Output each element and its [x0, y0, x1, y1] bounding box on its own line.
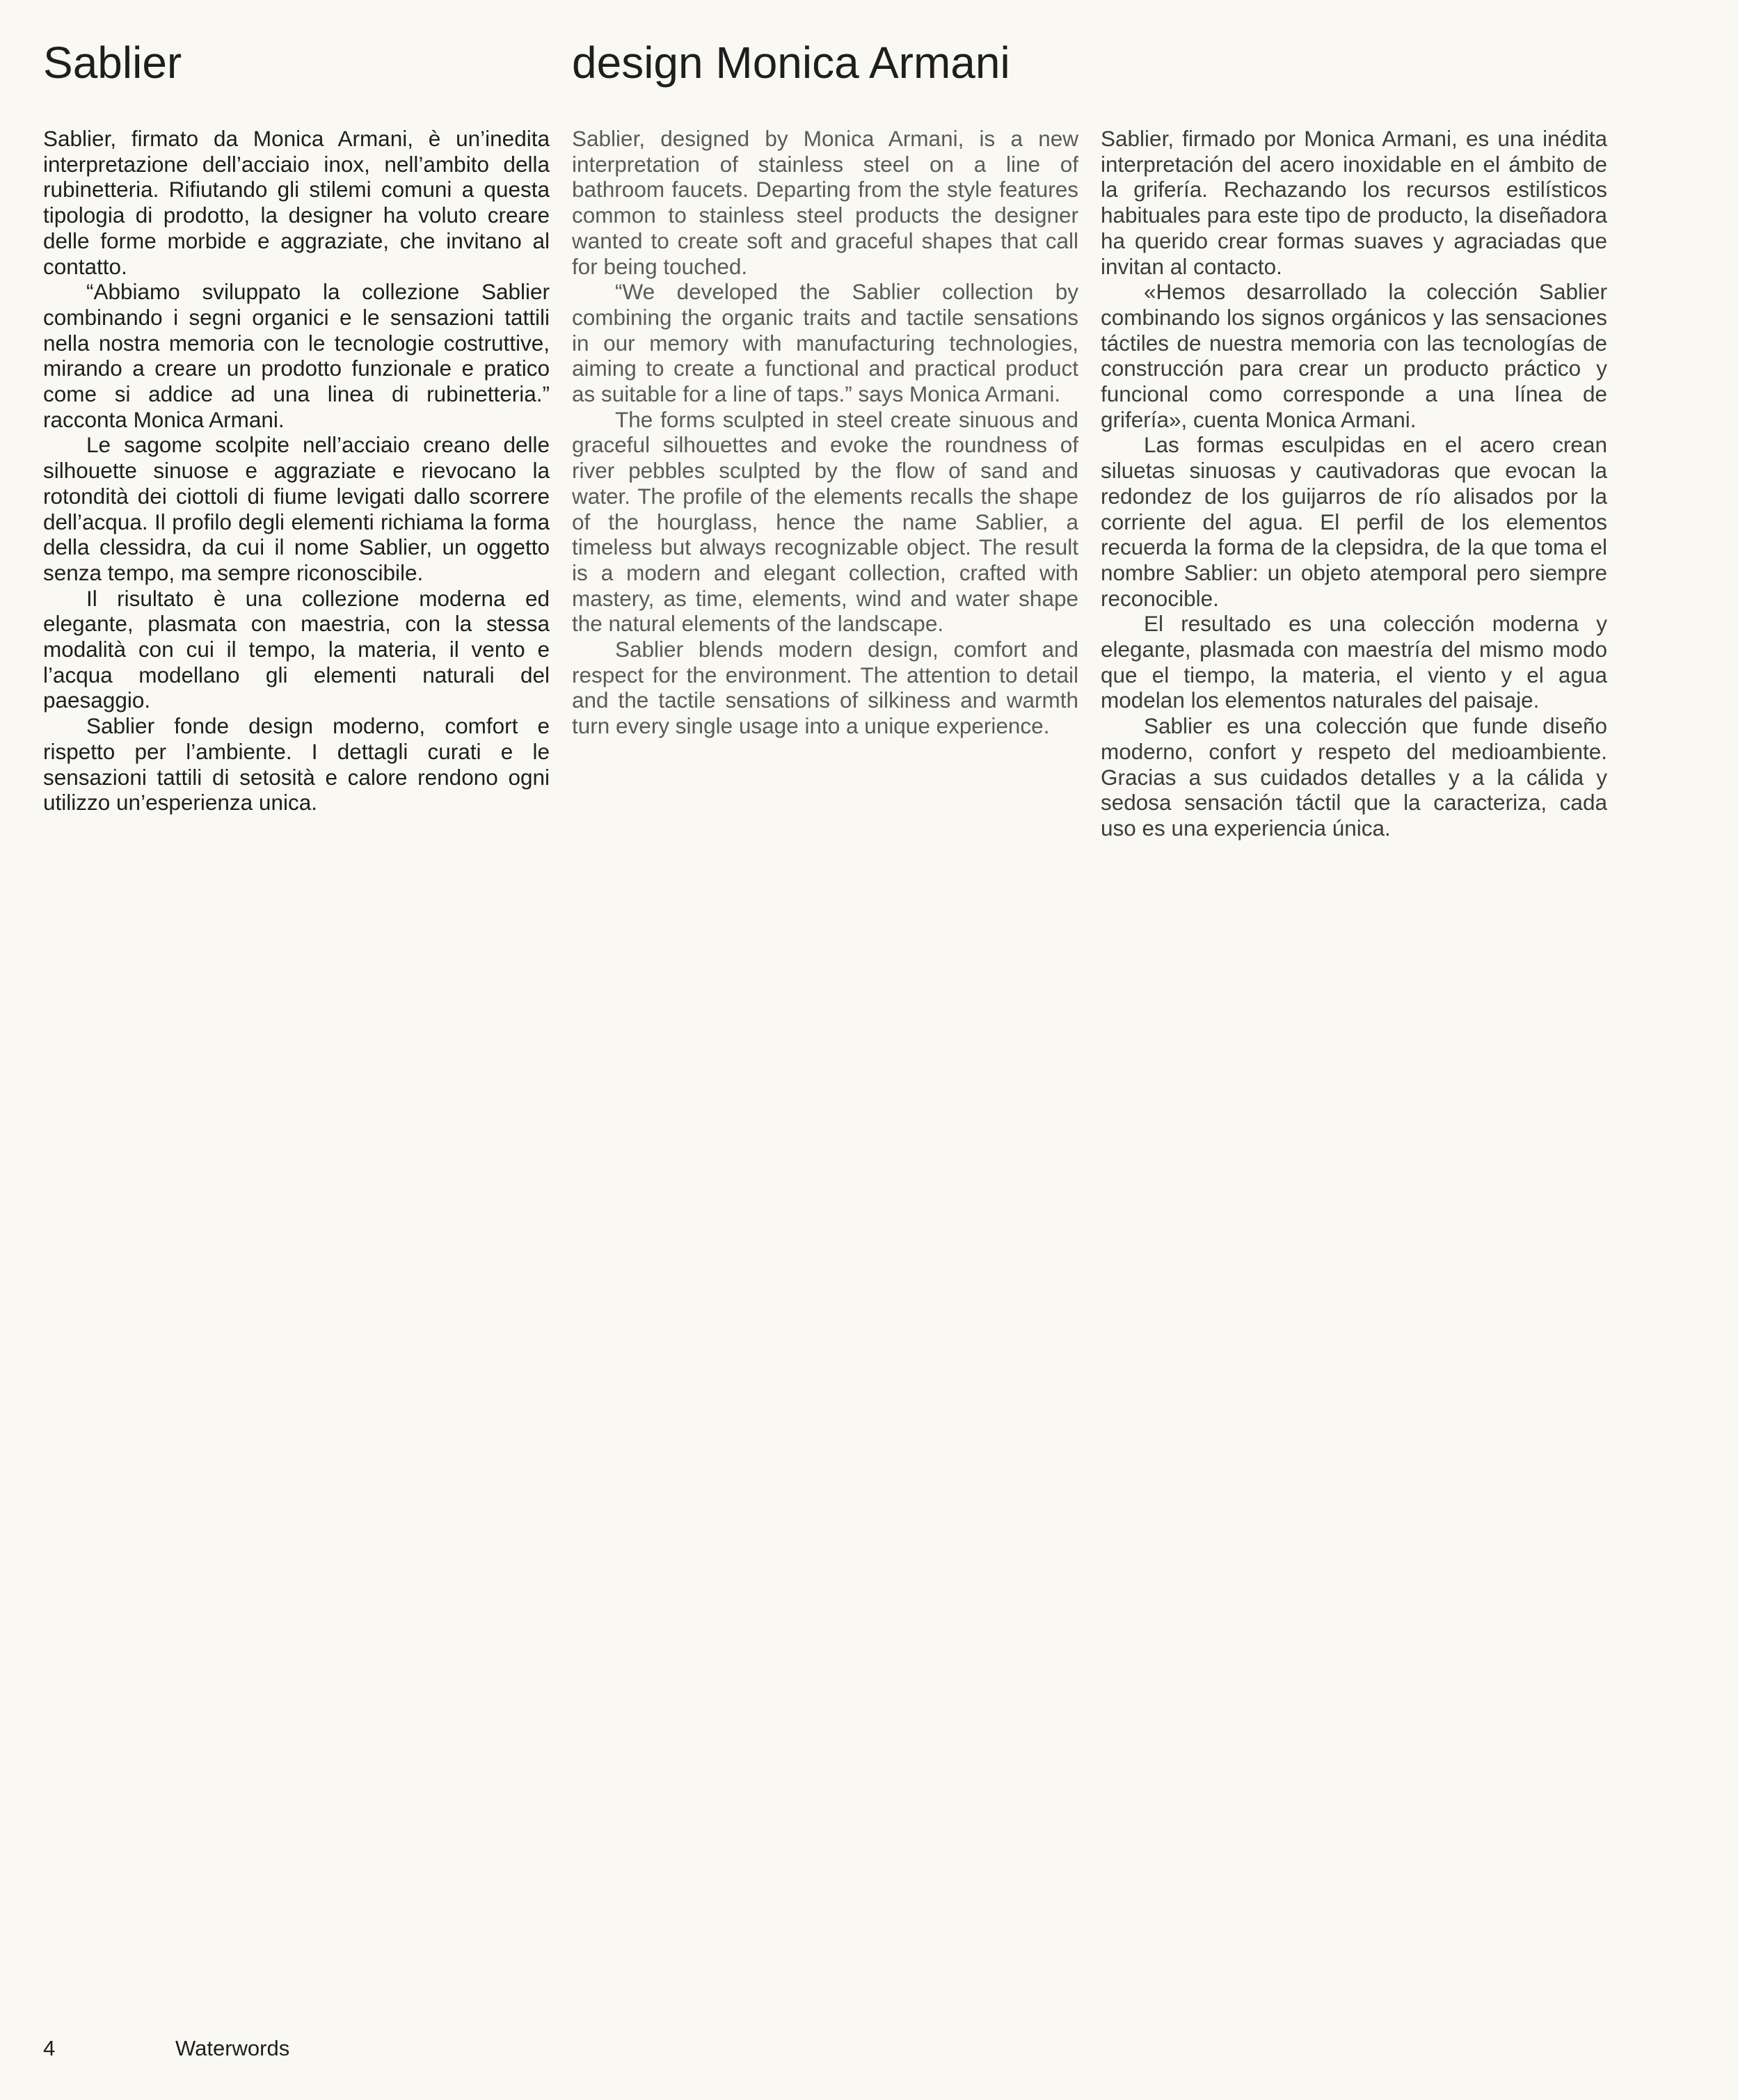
english-paragraph: “We developed the Sablier collection by combining the organic traits and tactile sensations in our memory with manufacturing technologies, aiming to create a functional and practical product as suitable for a line of taps.” says Monica Armani. [572, 279, 1078, 407]
spanish-paragraph: Sablier, firmado por Monica Armani, es una inédita interpretación del acero inoxidable en el ámbito de la grifería. Rechazando los recursos estilísticos habituales para este tipo de producto, la diseñadora ha querido crear formas suaves y agraciadas que invitan al contacto. [1101, 126, 1607, 279]
page-title-sablier: Sablier [43, 38, 182, 88]
italian-paragraph: Le sagome scolpite nell’acciaio creano delle silhouette sinuose e aggraziate e rievocano la rotondità dei ciottoli di fiume levigati dallo scorrere dell’acqua. Il profilo degli elementi richiama la forma della clessidra, da cui il nome Sablier, un oggetto senza tempo, ma sempre riconoscibile. [43, 432, 550, 585]
spanish-paragraph: Sablier es una colección que funde diseño moderno, confort y respeto del medioambiente. Gracias a sus cuidados detalles y a la cálida y sedosa sensación táctil que la caracteriza, cada uso es una experiencia única. [1101, 713, 1607, 841]
designer-credit-title: design Monica Armani [572, 38, 1010, 88]
spanish-paragraph: «Hemos desarrollado la colección Sablier combinando los signos orgánicos y las sensaciones táctiles de nuestra memoria con las tecnologías de construcción para crear un producto práctico y funcional como corresponde a una línea de grifería», cuenta Monica Armani. [1101, 279, 1607, 432]
italian-paragraph: Sablier fonde design moderno, comfort e rispetto per l’ambiente. I dettagli curati e le sensazioni tattili di setosità e calore rendono ogni utilizzo un’esperienza unica. [43, 713, 550, 816]
publication-name: Waterwords [175, 2036, 290, 2060]
spanish-paragraph: El resultado es una colección moderna y elegante, plasmada con maestría del mismo modo que el tiempo, la materia, el viento y el agua modelan los elementos naturales del paisaje. [1101, 611, 1607, 713]
english-paragraph: Sablier blends modern design, comfort and respect for the environment. The attention to detail and the tactile sensations of silkiness and warmth turn every single usage into a unique experience. [572, 637, 1078, 739]
spanish-paragraph: Las formas esculpidas en el acero crean siluetas sinuosas y cautivadoras que evocan la redondez de los guijarros de río alisados por la corriente del agua. El perfil de los elementos recuerda la forma de la clepsidra, de la que toma el nombre Sablier: un objeto atemporal pero siempre reconocible. [1101, 432, 1607, 611]
page-number: 4 [43, 2036, 56, 2060]
italian-paragraph: “Abbiamo sviluppato la collezione Sablier combinando i segni organici e le sensazioni tattili nella nostra memoria con le tecnologie costruttive, mirando a creare un prodotto funzionale e pratico come si addice ad una linea di rubinetteria.” racconta Monica Armani. [43, 279, 550, 432]
italian-paragraph: Il risultato è una collezione moderna ed elegante, plasmata con maestria, con la stessa modalità con cui il tempo, la materia, il vento e l’acqua modellano gli elementi naturali del paesaggio. [43, 585, 550, 713]
spanish-text-column [1101, 126, 1607, 841]
italian-paragraph: Sablier, firmato da Monica Armani, è un’inedita interpretazione dell’acciaio inox, nell’ambito della rubinetteria. Rifiutando gli stilemi comuni a questa tipologia di prodotto, la designer ha voluto creare delle forme morbide e aggraziate, che invitano al contatto. [43, 126, 550, 279]
english-paragraph: The forms sculpted in steel create sinuous and graceful silhouettes and evoke the roundness of river pebbles sculpted by the flow of sand and water. The profile of the elements recalls the shape of the hourglass, hence the name Sablier, a timeless but always recognizable object. The result is a modern and elegant collection, crafted with mastery, as time, elements, wind and water shape the natural elements of the landscape. [572, 406, 1078, 637]
english-text-column [572, 126, 1078, 739]
italian-text-column [43, 126, 550, 816]
english-paragraph: Sablier, designed by Monica Armani, is a new interpretation of stainless steel on a line of bathroom faucets. Departing from the style features common to stainless steel products the designer wanted to create soft and graceful shapes that call for being touched. [572, 126, 1078, 279]
